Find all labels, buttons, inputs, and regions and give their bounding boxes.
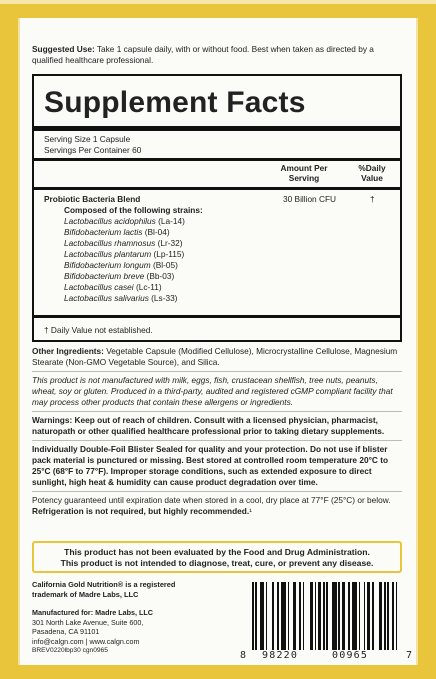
footnote-rule [34,315,400,318]
strain-list [34,205,400,304]
manufacturer-contact: info@calgn.com | www.calgn.com [32,636,140,646]
blend-amount: 30 Billion CFU [283,194,337,204]
suggested-use [32,44,402,66]
trademark-note: California Gold Nutrition® is a registered trademark of Madre Labs, LLC [32,580,176,599]
daily-value-header: %Daily Value [358,163,386,183]
amount-per-serving-header: Amount Per Serving [280,163,328,183]
divider [32,371,402,372]
label-content [18,18,418,665]
divider [32,491,402,492]
fda-line-1: This product has not been evaluated by the Food and Drug Administration. [64,547,370,557]
strains-heading: Composed of the following strains: [64,205,203,215]
suggested-use-label: Suggested Use: [32,44,95,54]
blend-row [34,193,400,205]
servings-per-container: Servings Per Container 60 [44,144,142,155]
list-item: Bifidobacterium breve (Bb-03) [64,271,175,281]
suggested-use-text: Take 1 capsule daily, with or without food. Best when taken as directed by a qualified healthcare professional. [32,44,374,65]
manufacturer-address-2: Pasadena, CA 91101 [32,627,100,636]
other-ingredients: Other Ingredients: Vegetable Capsule (Modified Cellulose), Microcrystalline Cellulose, Magnesium Stearate (Non-GMO Vegetable Source), and Silica. [32,346,398,367]
fda-line-2: This product is not intended to diagnose, treat, cure, or prevent any disease. [60,558,374,568]
list-item: Lactobacillus rhamnosus (Lr-32) [64,238,183,248]
list-item: Lactobacillus acidophilus (La-14) [64,216,185,226]
list-item: Lactobacillus plantarum (Lp-115) [64,249,185,259]
manufacturer-info [32,608,202,656]
manufacturer-name: Manufactured for: Madre Labs, LLC [32,608,153,617]
blend-name: Probiotic Bacteria Blend [44,194,141,204]
serving-info [34,131,400,155]
potency-note: Potency guaranteed until expiration date when stored in a cool, dry place at 77°F (25°C) or below. Refrigeration is not required, but highly recommended.¹ [32,495,391,516]
header-rule [34,187,400,190]
divider [32,411,402,412]
barcode-bars [252,582,398,650]
barcode-bar [396,582,398,650]
fda-disclaimer [32,541,402,573]
list-item: Bifidobacterium lactis (Bl-04) [64,227,170,237]
supplement-facts-panel [32,74,402,342]
supplement-facts-title: Supplement Facts [44,86,306,119]
dv-footnote: † Daily Value not established. [44,325,153,335]
warnings: Warnings: Keep out of reach of children. Consult with a licensed physician, pharmacist, naturopath or other qualified healthcare professional prior to taking dietary supplements. [32,415,385,436]
lot-code: BREV0220lbp30 cgn0965 [32,647,108,654]
blister-note: Individually Double-Foil Blister Sealed for quality and your protection. Do not use if blister pack material is punctured or missing. Best stored at controlled room temperature 20°C to 25°C (68°F to 77°F). Improper storage conditions, such as extended exposure to direct sunlight, high heat & humidity can cause product degradation over time. [32,444,389,487]
list-item: Lactobacillus casei (Lc-11) [64,282,162,292]
barcode-digit-first: 8 [240,650,247,661]
barcode-group-right: 00965 [332,650,369,661]
divider [32,440,402,441]
serving-size: Serving Size 1 Capsule [44,134,131,144]
column-headers [34,161,400,187]
list-item: Lactobacillus salivarius (Ls-33) [64,293,178,303]
label-text-body [32,346,402,517]
barcode-group-left: 98220 [262,650,299,661]
upc-barcode [240,582,412,660]
allergen-note: This product is not manufactured with milk, eggs, fish, crustacean shellfish, tree nuts, peanuts, wheat, soy or gluten. Produced in a third-party, audited and registered cGMP compliant facility that may process other products that contain these allergens or ingredients. [32,375,393,407]
blend-dv: † [370,194,375,204]
barcode-digit-last: 7 [405,650,412,661]
list-item: Bifidobacterium longum (Bl-05) [64,260,178,270]
manufacturer-address-1: 301 North Lake Avenue, Suite 600, [32,617,144,627]
